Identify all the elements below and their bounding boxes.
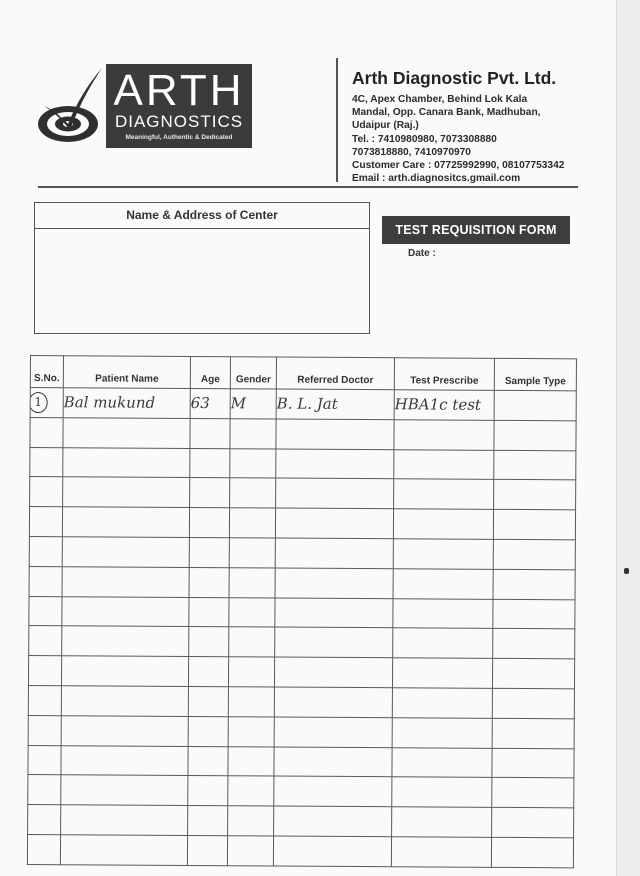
scan-mark: [624, 568, 629, 574]
cell-sno[interactable]: [28, 805, 61, 835]
serial-number: 1: [30, 392, 48, 413]
cell-referred-doctor[interactable]: [276, 449, 394, 480]
cell-sno[interactable]: [30, 417, 63, 447]
cell-age[interactable]: [188, 716, 228, 746]
column-header: Sample Type: [494, 358, 576, 391]
table-row: [28, 745, 574, 778]
table-row: [30, 447, 576, 480]
cell-sample-type[interactable]: [492, 778, 574, 808]
cell-sample-type[interactable]: [494, 480, 576, 510]
cell-test-prescribe[interactable]: [394, 449, 494, 479]
cell-gender[interactable]: [227, 836, 273, 866]
cell-sample-type[interactable]: [491, 837, 573, 867]
cell-gender[interactable]: [229, 627, 275, 657]
address-line-3: Udaipur (Raj.): [352, 120, 419, 132]
cell-sample-type[interactable]: [492, 688, 574, 718]
cell-referred-doctor[interactable]: [276, 478, 394, 509]
target-check-icon: [36, 66, 106, 146]
column-header: Patient Name: [63, 356, 190, 389]
patient-table: [27, 355, 577, 868]
logo-tagline: Meaningful, Authentic & Dedicated: [125, 134, 233, 141]
column-header: Age: [190, 356, 230, 388]
cell-sno[interactable]: [29, 626, 62, 656]
table-row: [29, 507, 575, 540]
cell-gender[interactable]: [229, 597, 275, 627]
cell-test-prescribe[interactable]: [392, 747, 492, 777]
cell-test-prescribe[interactable]: [391, 837, 491, 867]
cell-test-prescribe[interactable]: [393, 628, 493, 658]
cell-sample-type[interactable]: [493, 629, 575, 659]
table-row: [28, 775, 574, 808]
table-row: [28, 685, 574, 718]
cell-age[interactable]: [190, 448, 230, 478]
cell-sno[interactable]: [28, 775, 61, 805]
cell-age[interactable]: [189, 537, 229, 567]
cell-patient-name[interactable]: [62, 626, 189, 657]
cell-referred-doctor[interactable]: [275, 508, 393, 539]
cell-sno[interactable]: [27, 834, 60, 864]
column-header: Test Prescribe: [394, 358, 494, 391]
cell-sno[interactable]: [28, 715, 61, 745]
cell-age[interactable]: [189, 597, 229, 627]
cell-gender[interactable]: [228, 746, 274, 776]
cell-sample-type[interactable]: [492, 807, 574, 837]
cell-referred-doctor[interactable]: B. L. Jat: [276, 389, 394, 420]
cell-sno[interactable]: [28, 745, 61, 775]
cell-patient-name[interactable]: [63, 418, 190, 449]
table-row: [29, 626, 575, 659]
cell-patient-name[interactable]: [61, 775, 188, 806]
cell-test-prescribe[interactable]: [392, 807, 492, 837]
cell-age[interactable]: [190, 478, 230, 508]
cell-patient-name[interactable]: [63, 477, 190, 508]
cell-referred-doctor[interactable]: [274, 806, 392, 837]
cell-sample-type[interactable]: [494, 390, 576, 420]
cell-sample-type[interactable]: [493, 510, 575, 540]
cell-gender[interactable]: [228, 657, 274, 687]
table-row: [28, 715, 574, 748]
cell-gender[interactable]: [230, 419, 276, 449]
logo: [106, 64, 252, 148]
cell-age[interactable]: [189, 567, 229, 597]
cell-sample-type[interactable]: [493, 599, 575, 629]
cell-test-prescribe[interactable]: [394, 479, 494, 509]
company-details: [352, 66, 564, 185]
cell-gender[interactable]: [228, 806, 274, 836]
cell-patient-name[interactable]: [62, 507, 189, 538]
cell-test-prescribe[interactable]: [393, 598, 493, 628]
cell-patient-name[interactable]: Bal mukund: [63, 388, 190, 419]
cell-referred-doctor[interactable]: [274, 657, 392, 688]
cell-patient-name[interactable]: [61, 715, 188, 746]
cell-gender[interactable]: [230, 448, 276, 478]
cell-patient-name[interactable]: [62, 596, 189, 627]
cell-gender[interactable]: [229, 568, 275, 598]
cell-sample-type[interactable]: [493, 569, 575, 599]
cell-gender[interactable]: [228, 716, 274, 746]
cell-referred-doctor[interactable]: [274, 747, 392, 778]
cell-age[interactable]: [188, 776, 228, 806]
cell-referred-doctor[interactable]: [274, 717, 392, 748]
table-row: [28, 656, 574, 689]
center-box-title: Name & Address of Center: [35, 203, 369, 229]
cell-referred-doctor[interactable]: [274, 776, 392, 807]
cell-test-prescribe[interactable]: [392, 658, 492, 688]
cell-gender[interactable]: [229, 508, 275, 538]
cell-age[interactable]: [188, 657, 228, 687]
table-header-row: [30, 356, 576, 391]
address-line-1: 4C, Apex Chamber, Behind Lok Kala: [352, 94, 528, 105]
cell-sno[interactable]: [30, 477, 63, 507]
cell-sno[interactable]: [29, 507, 62, 537]
cell-sno[interactable]: [29, 596, 62, 626]
cell-sample-type[interactable]: [494, 450, 576, 480]
logo-word-arth: ARTH: [113, 66, 245, 115]
cell-gender[interactable]: [229, 538, 275, 568]
cell-test-prescribe[interactable]: [392, 688, 492, 718]
telephone-line-2: 7073818880, 7410970970: [352, 146, 471, 158]
cell-gender[interactable]: M: [230, 389, 276, 419]
cell-test-prescribe[interactable]: [394, 420, 494, 450]
cell-test-prescribe[interactable]: HBA1c test: [394, 390, 494, 420]
email: Email : arth.diagnositcs.gmail.com: [352, 173, 521, 185]
page-edge-strip: [617, 0, 640, 876]
cell-test-prescribe[interactable]: [392, 717, 492, 747]
cell-referred-doctor[interactable]: [275, 568, 393, 599]
column-header: S.No.: [30, 356, 63, 388]
column-header: Referred Doctor: [276, 357, 394, 390]
cell-sno[interactable]: [28, 685, 61, 715]
header-divider: [336, 58, 338, 182]
cell-age[interactable]: [190, 418, 230, 448]
cell-patient-name[interactable]: [63, 447, 190, 478]
customer-care: Customer Care : 07725992990, 08107753342: [352, 160, 565, 172]
cell-patient-name[interactable]: [61, 686, 188, 717]
telephone-line-1: Tel. : 7410980980, 7073308880: [352, 133, 497, 145]
cell-sample-type[interactable]: [492, 748, 574, 778]
cell-referred-doctor[interactable]: [275, 538, 393, 569]
cell-patient-name[interactable]: [60, 835, 187, 866]
logo-word-diagnostics: DIAGNOSTICS: [114, 112, 244, 131]
cell-gender[interactable]: [228, 776, 274, 806]
table-row: [29, 536, 575, 569]
table-row: [30, 417, 576, 450]
header-rule: [38, 186, 578, 188]
address-line-2: Mandal, Opp. Canara Bank, Madhuban,: [352, 107, 541, 119]
center-address-box[interactable]: [34, 202, 370, 334]
cell-age[interactable]: 63: [190, 388, 230, 418]
cell-age[interactable]: [189, 508, 229, 538]
cell-patient-name[interactable]: [62, 566, 189, 597]
table-row: [29, 566, 575, 599]
cell-referred-doctor[interactable]: [276, 419, 394, 450]
cell-referred-doctor[interactable]: [275, 627, 393, 658]
cell-referred-doctor[interactable]: [275, 598, 393, 629]
cell-patient-name[interactable]: [61, 745, 188, 776]
cell-patient-name[interactable]: [62, 537, 189, 568]
table-row: [30, 477, 576, 510]
cell-patient-name[interactable]: [61, 805, 188, 836]
cell-sample-type[interactable]: [492, 718, 574, 748]
column-header: Gender: [230, 357, 276, 389]
cell-sno[interactable]: [28, 656, 61, 686]
cell-gender[interactable]: [230, 478, 276, 508]
cell-age[interactable]: [188, 746, 228, 776]
table-row: [27, 834, 573, 867]
cell-patient-name[interactable]: [61, 656, 188, 687]
cell-sno[interactable]: [29, 566, 62, 596]
cell-sample-type[interactable]: [494, 420, 576, 450]
cell-age[interactable]: [188, 806, 228, 836]
cell-sno[interactable]: [30, 388, 63, 418]
table-row: [30, 388, 576, 421]
table-row: [29, 596, 575, 629]
cell-sample-type[interactable]: [492, 659, 574, 689]
cell-age[interactable]: [188, 686, 228, 716]
date-label: Date :: [408, 248, 436, 259]
cell-test-prescribe[interactable]: [393, 509, 493, 539]
cell-referred-doctor[interactable]: [274, 687, 392, 718]
cell-age[interactable]: [187, 835, 227, 865]
cell-sno[interactable]: [29, 536, 62, 566]
cell-test-prescribe[interactable]: [392, 777, 492, 807]
cell-age[interactable]: [189, 627, 229, 657]
cell-test-prescribe[interactable]: [393, 539, 493, 569]
cell-gender[interactable]: [228, 687, 274, 717]
cell-referred-doctor[interactable]: [273, 836, 391, 867]
company-name: Arth Diagnostic Pvt. Ltd.: [352, 68, 557, 88]
table-row: [28, 805, 574, 838]
cell-test-prescribe[interactable]: [393, 569, 493, 599]
form-title: TEST REQUISITION FORM: [382, 216, 570, 244]
cell-sno[interactable]: [30, 447, 63, 477]
cell-sample-type[interactable]: [493, 539, 575, 569]
